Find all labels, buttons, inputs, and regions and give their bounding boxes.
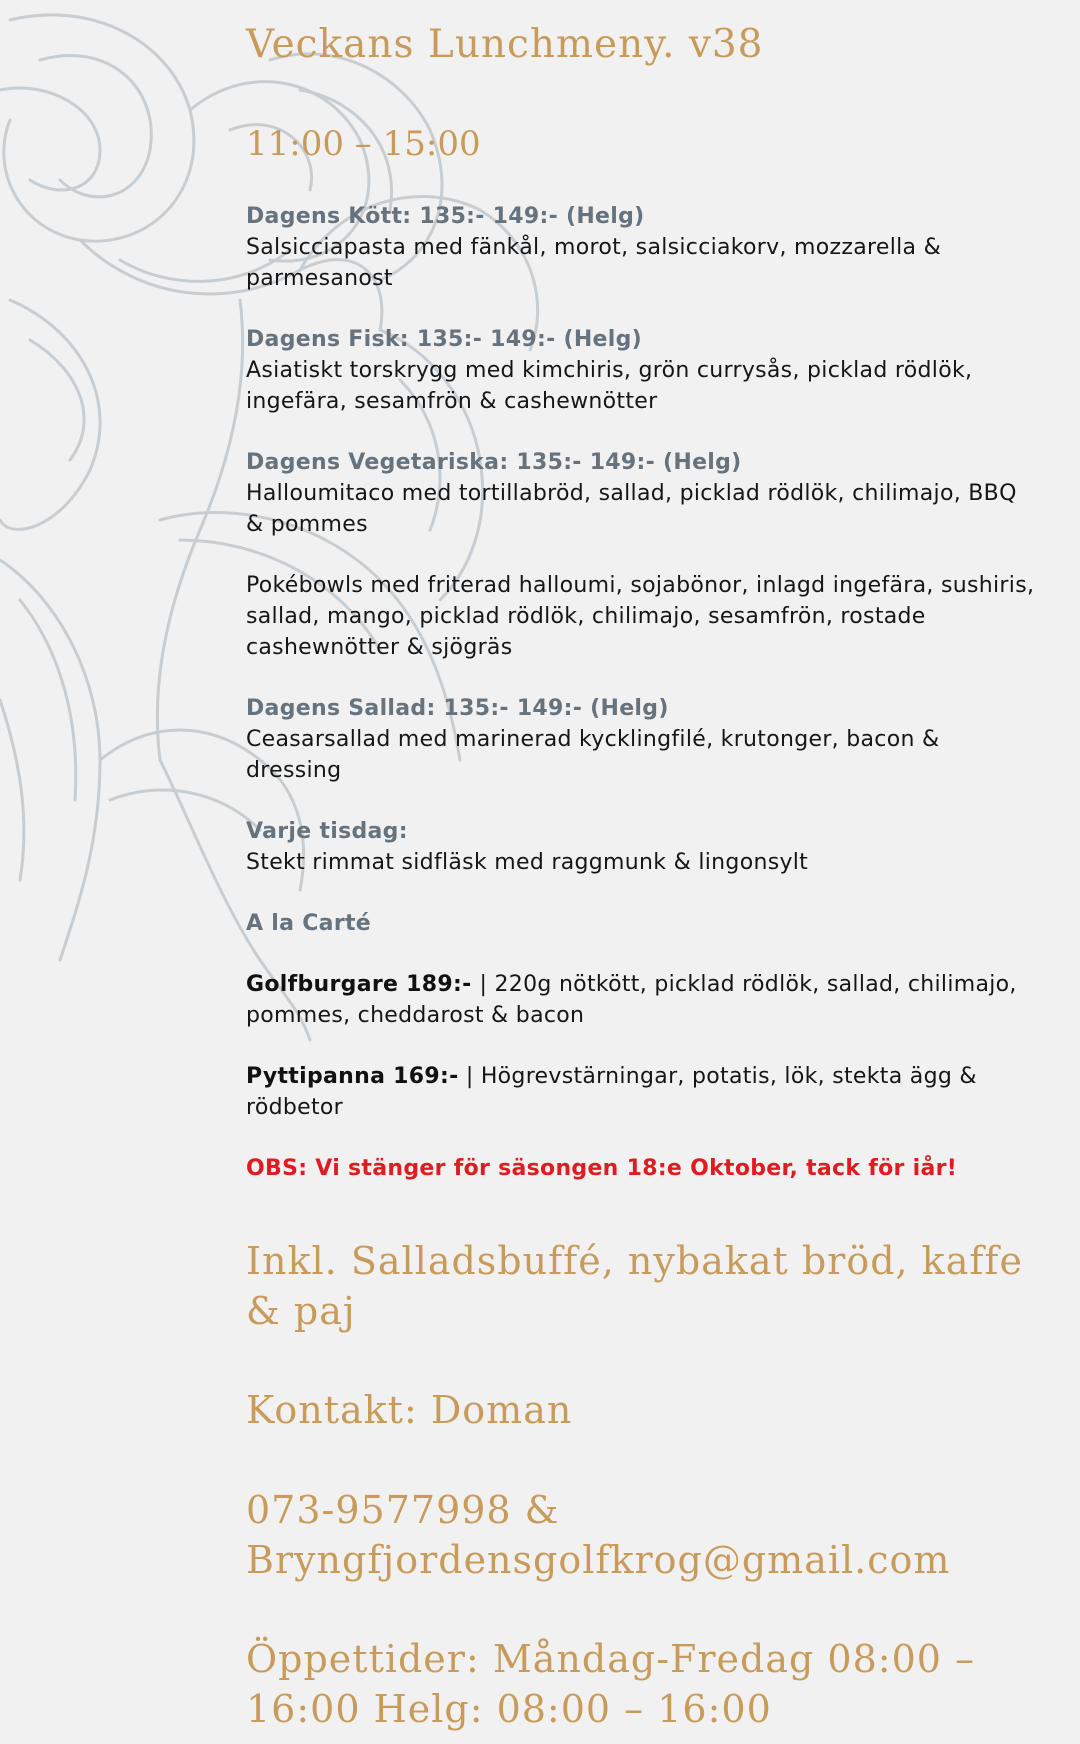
section-heading-kott: Dagens Kött: 135:- 149:- (Helg)	[246, 204, 645, 229]
item-name-golfburgare: Golfburgare 189:-	[246, 972, 480, 997]
section-text-fisk: Asiatiskt torskrygg med kimchiris, grön currysås, picklad rödlök, ingefära, sesamfrön & cashewnötter	[246, 358, 973, 414]
section-text-kott: Salsicciapasta med fänkål, morot, salsicciakorv, mozzarella & parmesanost	[246, 235, 942, 291]
menu-section-alacarte	[246, 908, 1036, 939]
section-heading-fisk: Dagens Fisk: 135:- 149:- (Helg)	[246, 327, 642, 352]
menu-section-kott	[246, 201, 1036, 294]
opening-hours-info: Öppettider: Måndag-Fredag 08:00 – 16:00 Helg: 08:00 – 16:00	[246, 1637, 976, 1731]
obs-notice	[246, 1153, 1036, 1184]
obs-notice-text: OBS: Vi stänger för säsongen 18:e Oktober, tack för iår!	[246, 1156, 958, 1181]
section-heading-tisdag: Varje tisdag:	[246, 819, 408, 844]
lunch-hours: 11:00 – 15:00	[246, 124, 481, 164]
phone-email-info: 073-9577998 & Bryngfjordensgolfkrog@gmail.com	[246, 1488, 951, 1582]
section-text-sallad: Ceasarsallad med marinerad kycklingfilé, krutonger, bacon & dressing	[246, 727, 940, 783]
section-text-poke: Pokébowls med friterad halloumi, sojabönor, inlagd ingefära, sushiris, sallad, mango, picklad rödlök, chilimajo, sesamfrön, rostade cashewnötter & sjögräs	[246, 573, 1035, 660]
menu-section-poke	[246, 570, 1036, 663]
menu-title: Veckans Lunchmeny. v38	[246, 22, 764, 67]
section-heading-sallad: Dagens Sallad: 135:- 149:- (Helg)	[246, 696, 669, 721]
menu-section-tisdag	[246, 816, 1036, 878]
menu-item-pyttipanna	[246, 1061, 1036, 1123]
menu-section-fisk	[246, 324, 1036, 417]
inkl-info: Inkl. Salladsbuffé, nybakat bröd, kaffe & paj	[246, 1239, 1023, 1333]
menu-item-golfburgare	[246, 969, 1036, 1031]
item-name-pyttipanna: Pyttipanna 169:-	[246, 1064, 459, 1089]
item-text-pyttipanna: | Högrevstärningar, potatis, lök, stekta ägg & rödbetor	[246, 1064, 977, 1120]
item-text-golfburgare: | 220g nötkött, picklad rödlök, sallad, chilimajo, pommes, cheddarost & bacon	[246, 972, 1017, 1028]
section-text-tisdag: Stekt rimmat sidfläsk med raggmunk & lingonsylt	[246, 850, 809, 875]
menu-section-sallad	[246, 693, 1036, 786]
section-text-veg: Halloumitaco med tortillabröd, sallad, picklad rödlök, chilimajo, BBQ & pommes	[246, 481, 1017, 537]
section-heading-alacarte: A la Carté	[246, 911, 372, 936]
kontakt-info: Kontakt: Doman	[246, 1388, 573, 1432]
section-heading-veg: Dagens Vegetariska: 135:- 149:- (Helg)	[246, 450, 742, 475]
menu-section-veg	[246, 447, 1036, 540]
